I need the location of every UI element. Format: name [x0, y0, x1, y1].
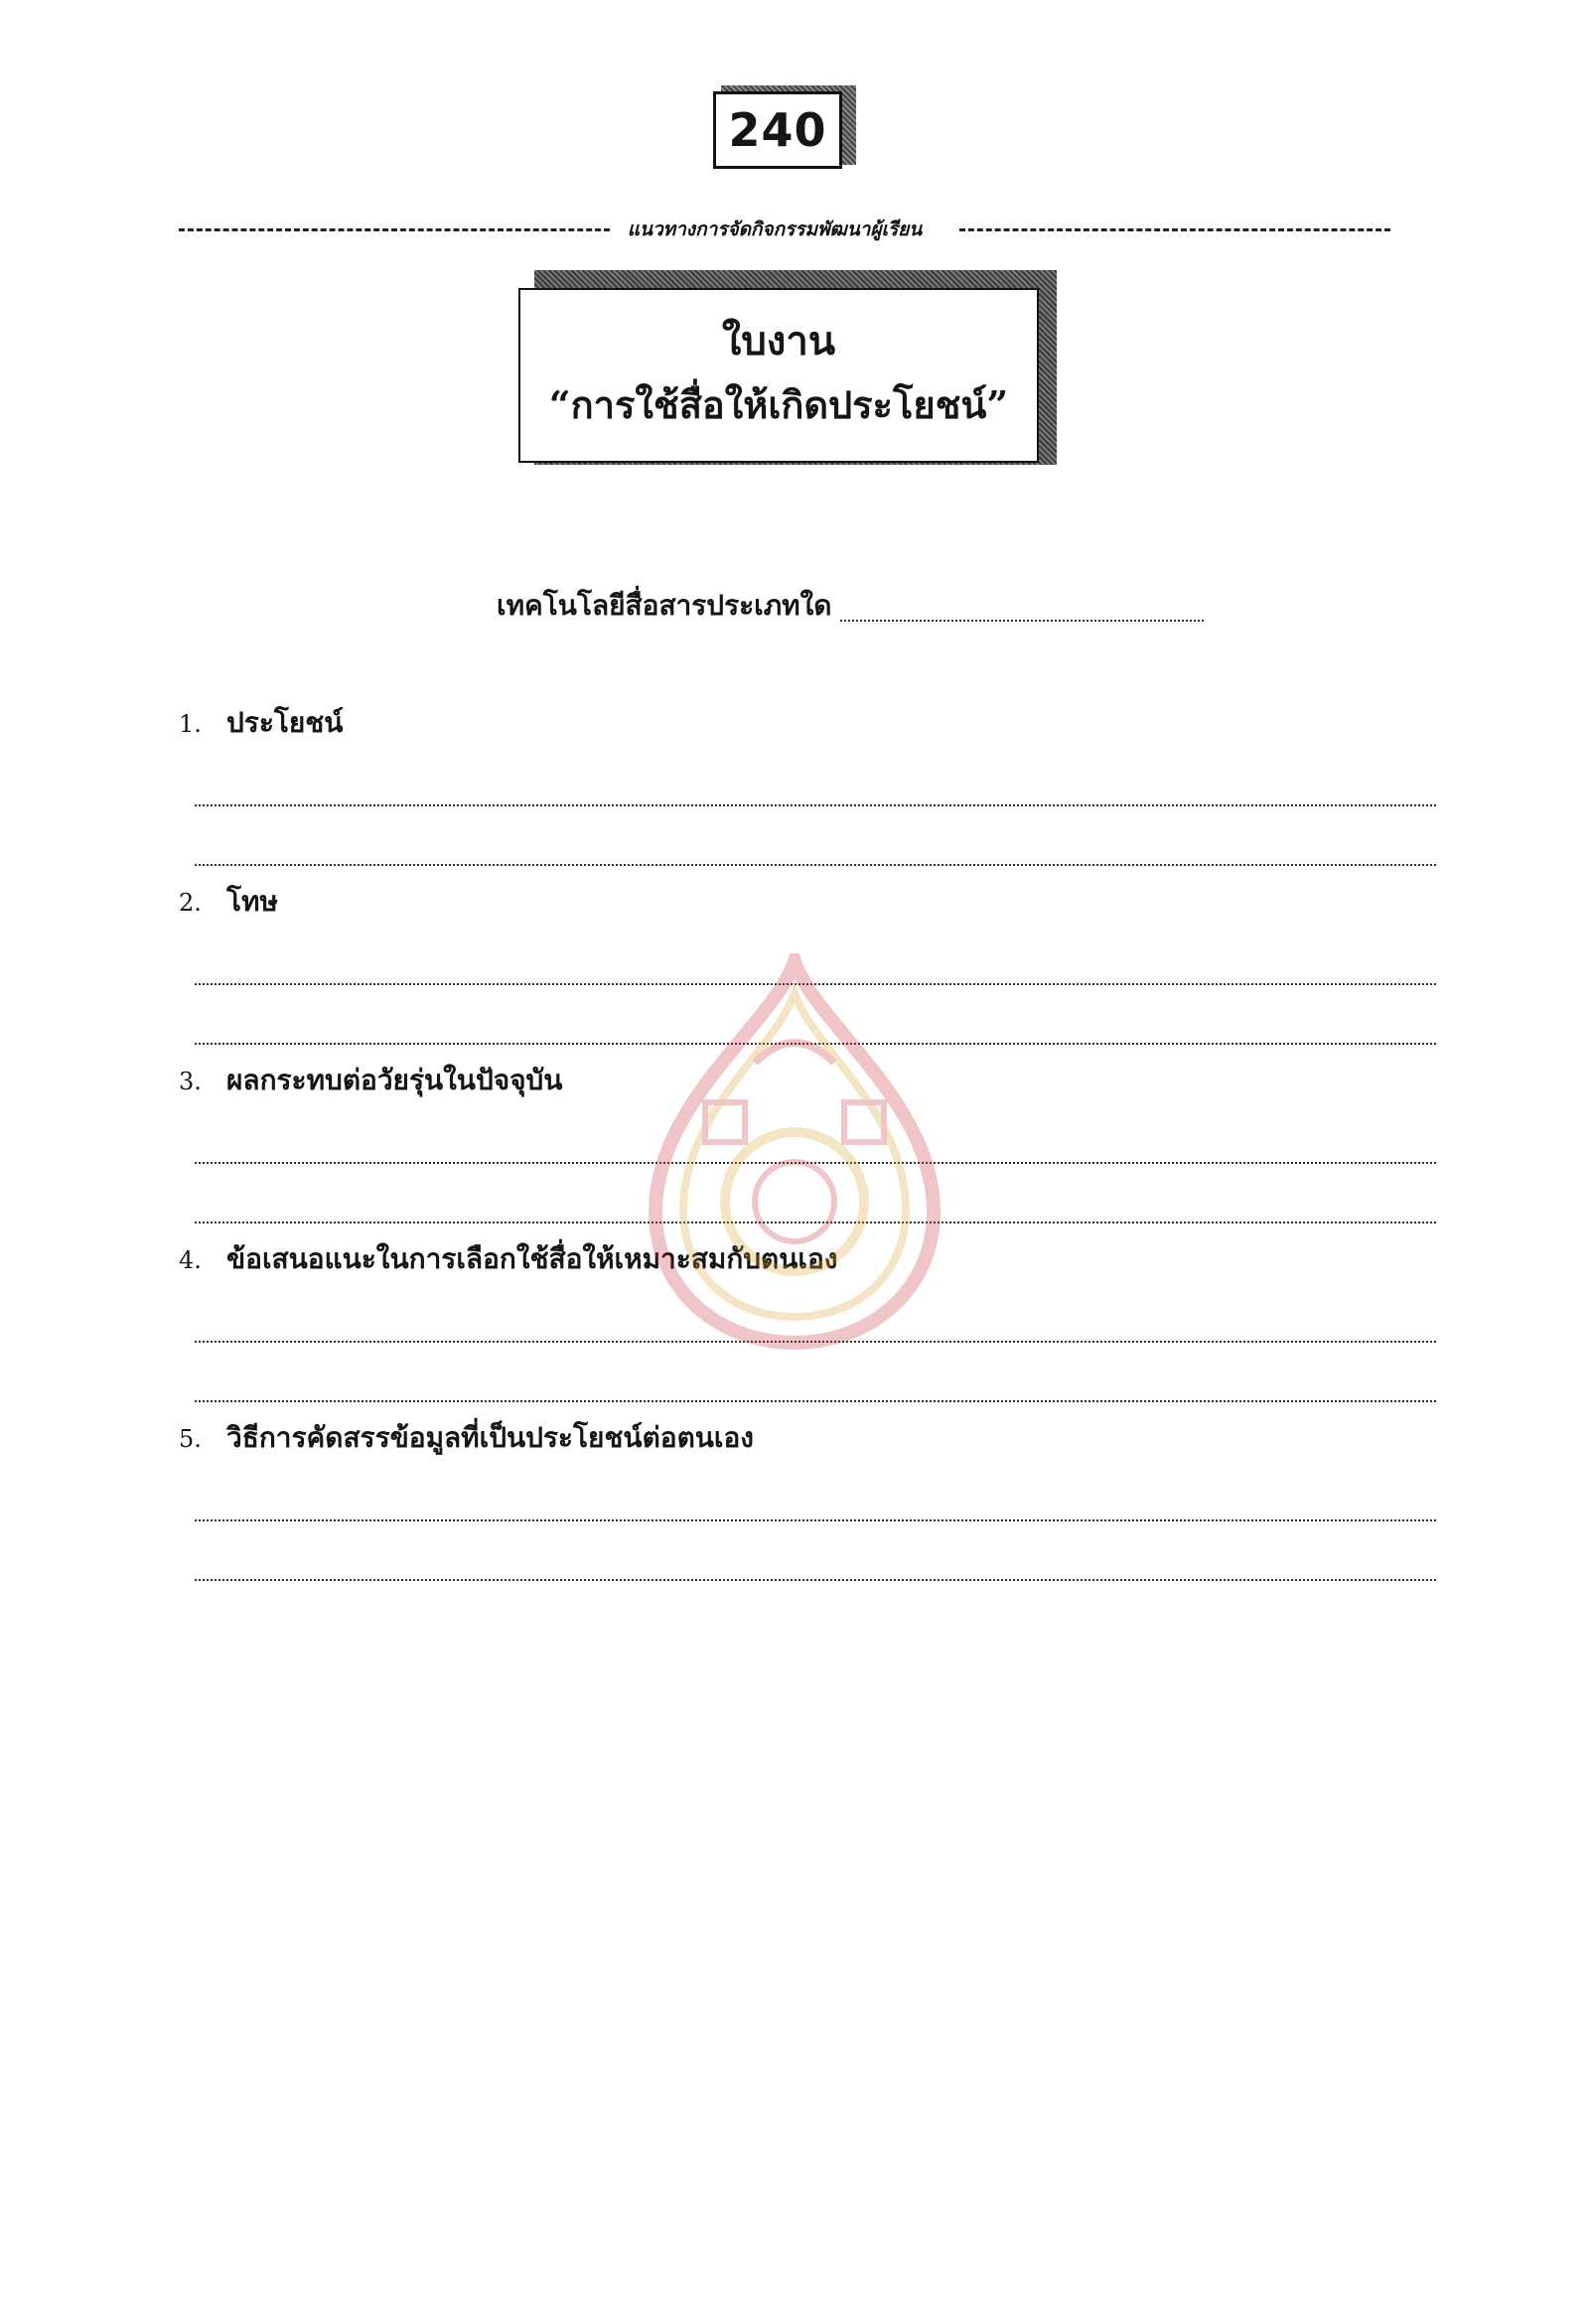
question-heading [179, 1416, 1436, 1464]
worksheet-title-box [518, 270, 1061, 481]
header-dash-right [959, 228, 1390, 231]
question-heading [179, 880, 1436, 928]
question-number: 5. [179, 1425, 202, 1453]
answer-line[interactable] [195, 1521, 1436, 1581]
question-heading [179, 701, 1436, 749]
answer-line[interactable] [195, 749, 1436, 806]
header-dash-left [179, 228, 610, 231]
question-number: 3. [179, 1068, 202, 1095]
question-number: 2. [179, 889, 202, 917]
question-heading [179, 1237, 1436, 1285]
question-number: 4. [179, 1246, 202, 1274]
answer-line[interactable] [195, 806, 1436, 866]
question-heading [179, 1059, 1436, 1106]
answer-line[interactable] [195, 1106, 1436, 1164]
question-label: ประโยชน์ [226, 706, 344, 739]
worksheet-subtitle: “การใช้สื่อให้เกิดประโยชน์” [548, 382, 1009, 427]
media-type-blank[interactable] [840, 620, 1205, 622]
media-type-prompt: เทคโนโลยีสื่อสารประเภทใด [497, 589, 832, 622]
question-item [179, 1416, 1436, 1595]
running-head-text: แนวทางการจัดกิจกรรมพัฒนาผู้เรียน [627, 218, 923, 240]
question-item [179, 1059, 1436, 1237]
answer-line[interactable] [195, 1343, 1436, 1402]
question-number: 1. [179, 710, 202, 738]
running-header [179, 215, 1390, 244]
question-label: ผลกระทบต่อวัยรุ่นในปัจจุบัน [226, 1064, 563, 1096]
question-item [179, 701, 1436, 880]
question-label: โทษ [226, 885, 278, 918]
question-label: วิธีการคัดสรรข้อมูลที่เป็นประโยชน์ต่อตนเอง [226, 1421, 754, 1454]
media-type-line [497, 584, 1204, 628]
answer-line[interactable] [195, 1464, 1436, 1521]
answer-line[interactable] [195, 985, 1436, 1045]
worksheet-title: ใบงาน [721, 318, 836, 364]
question-label: ข้อเสนอแนะในการเลือกใช้สื่อให้เหมาะสมกับตนเอง [226, 1242, 838, 1275]
question-item [179, 880, 1436, 1059]
page-number-box [713, 91, 858, 177]
page-number: 240 [713, 91, 842, 169]
question-list [179, 701, 1436, 1595]
question-item [179, 1237, 1436, 1416]
answer-line[interactable] [195, 928, 1436, 985]
answer-line[interactable] [195, 1285, 1436, 1343]
title-box-frame [518, 288, 1039, 463]
answer-line[interactable] [195, 1164, 1436, 1223]
